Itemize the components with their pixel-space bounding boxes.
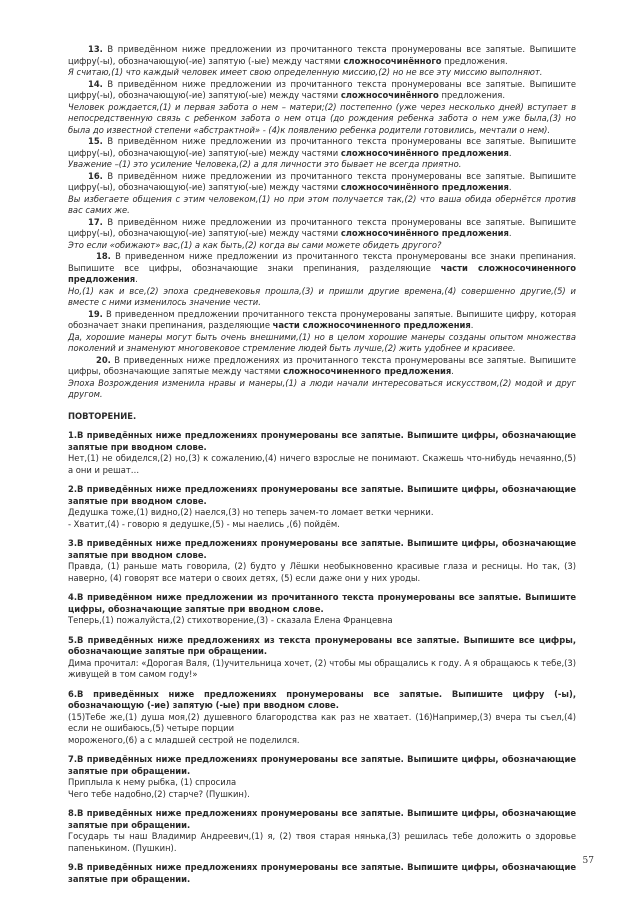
exercise-line: Дима прочитал: «Дорогая Валя, (1)учительница хочет, (2) чтобы мы обращались к году. А я обращаюсь к тебе,(3) живущей в том самом году!» bbox=[68, 657, 576, 679]
exercise-question: 9.В приведённых ниже предложениях пронумерованы все запятые. Выпишите цифры, обозначающие запятые при обращении. bbox=[68, 862, 576, 884]
exercise-question: 6.В приведённых ниже предложениях пронумерованы все запятые. Выпишите цифру (-ы), обозначающую (-ие) запятую (-ые) при вводном слове. bbox=[68, 688, 576, 710]
task-instruction: 13. В приведённом ниже предложении из прочитанного текста пронумерованы все запятые. Выпишите цифру(-ы), обозначающую(-ие) запятую (-ые) между частями сложносочинённого предложения. bbox=[68, 44, 576, 66]
exercise-line: мороженого,(6) а с младшей сестрой не поделился. bbox=[68, 734, 300, 745]
task-number: 15. bbox=[88, 136, 103, 146]
exercise-line: Теперь,(1) пожалуйста,(2) стихотворение,(3) - сказала Елена Францевна bbox=[68, 615, 393, 625]
task-20 bbox=[68, 355, 576, 401]
exercise-9 bbox=[68, 862, 576, 885]
task-18 bbox=[68, 251, 576, 309]
exercise-line: Чего тебе надобно,(2) старче? (Пушкин). bbox=[68, 788, 250, 799]
task-15 bbox=[68, 136, 576, 171]
task-instruction: 20. В приведенных ниже предложениях из прочитанного текста пронумерованы все запятые. Выпишите цифры, обозначающие запятые между частями сложносочиненного предложения. bbox=[68, 354, 576, 376]
exercise-8 bbox=[68, 808, 576, 854]
task-instruction: 16. В приведённом ниже предложении из прочитанного текста пронумерованы все запятые. Выпишите цифру(-ы), обозначающую(-ие) запятую(-ые) между частями сложносочинённого предложения. bbox=[68, 170, 576, 192]
exercise-5 bbox=[68, 635, 576, 681]
task-instruction: 19. В приведенном предложении прочитанного текста пронумерованы запятые. Выпишите цифру, которая обозначает знаки препинания, разделяющие части сложносочиненного предложения. bbox=[68, 308, 576, 330]
task-sentence: Я считаю,(1) что каждый человек имеет свою определенную миссию,(2) но не все эту миссию выполняют. bbox=[68, 67, 543, 77]
task-sentence: Человек рождается,(1) и первая забота о нем – матери;(2) постепенно (уже через несколько дней) вступает в непосредственную связь с ребенком забота о нем отца (до рождения ребенка забота о нем уже была,(3) но была до известной степени «абстрактной» - (4)к появлению ребенка родители готовились, мечтали о нем). bbox=[68, 101, 576, 135]
task-number: 16. bbox=[88, 170, 103, 181]
task-13 bbox=[68, 44, 576, 79]
task-16 bbox=[68, 171, 576, 217]
exercise-1 bbox=[68, 430, 576, 476]
exercise-3 bbox=[68, 538, 576, 584]
exercise-6 bbox=[68, 689, 576, 747]
exercise-7 bbox=[68, 754, 576, 800]
task-19 bbox=[68, 309, 576, 355]
task-instruction: 17. В приведённом ниже предложении из прочитанного текста пронумерованы все запятые. Выпишите цифру(-ы), обозначающую(-ие) запятую(-ые) между частями сложносочинённого предложения. bbox=[68, 216, 576, 238]
exercise-line: Приплыла к нему рыбка, (1) спросила bbox=[68, 777, 237, 787]
exercise-line: Государь ты наш Владимир Андреевич,(1) я, (2) твоя старая нянька,(3) решилась тебе доложить о здоровье папенькином. (Пушкин). bbox=[68, 831, 576, 853]
task-number: 14. bbox=[88, 78, 103, 89]
task-number: 18. bbox=[96, 251, 111, 261]
task-instruction: 14. В приведённом ниже предложении из прочитанного текста пронумерованы все запятые. Выпишите цифру(-ы), обозначающую(-ие) запятую(-ые) между частями сложносочинённого предложения. bbox=[68, 78, 576, 100]
task-number: 19. bbox=[88, 308, 103, 319]
task-instruction: 18. В приведенном ниже предложении из прочитанного текста пронумерованы все знаки препинания. Выпишите все цифры, обозначающие знаки препинания, разделяющие части сложносочиненного предложения. bbox=[68, 251, 576, 284]
task-number: 13. bbox=[88, 44, 103, 54]
task-sentence: Это если «обижают» вас,(1) а как быть,(2) когда вы сами можете обидеть другого? bbox=[68, 239, 442, 250]
exercise-2 bbox=[68, 484, 576, 530]
review-heading: ПОВТОРЕНИЕ. bbox=[68, 410, 137, 421]
exercise-question: 5.В приведённых ниже предложениях из текста пронумерованы все запятые. Выпишите все цифры, обозначающие запятые при обращении. bbox=[68, 634, 576, 656]
exercise-question: 2.В приведённых ниже предложениях пронумерованы все запятые. Выпишите цифры, обозначающие запятые при вводном слове. bbox=[68, 484, 576, 506]
task-instruction: 15. В приведённом ниже предложении из прочитанного текста пронумерованы все запятые. Выпишите цифру(-ы), обозначающую(-ие) запятую(-ые) между частями сложносочинённого предложения. bbox=[68, 136, 576, 158]
task-17 bbox=[68, 217, 576, 252]
task-number: 20. bbox=[96, 354, 111, 365]
exercise-question: 4.В приведённом ниже предложении из прочитанного текста пронумерованы все запятые. Выпишите цифры, обозначающие запятые при вводном слове. bbox=[68, 592, 576, 614]
task-sentence: Уважение –(1) это усиление Человека,(2) а для личности это бывает не всегда приятно. bbox=[68, 159, 462, 169]
exercise-line: (15)Тебе же,(1) душа моя,(2) душевного благородства как раз не хватает. (16)Например,(3) вчера ты съел,(4) если не ошибаюсь,(5) четыре порции bbox=[68, 711, 576, 733]
exercise-question: 8.В приведённых ниже предложениях пронумерованы все запятые. Выпишите цифры, обозначающие запятые при обращении. bbox=[68, 808, 576, 830]
page-number: 57 bbox=[582, 856, 594, 866]
exercise-question: 3.В приведённых ниже предложениях пронумерованы все запятые. Выпишите цифры, обозначающие запятые при вводном слове. bbox=[68, 538, 576, 560]
exercise-line: - Хватит,(4) - говорю я дедушке,(5) - мы наелись ,(6) пойдём. bbox=[68, 518, 340, 529]
exercise-question: 1.В приведённых ниже предложениях пронумерованы все запятые. Выпишите цифры, обозначающие запятые при вводном слове. bbox=[68, 430, 576, 452]
task-sentence: Эпоха Возрождения изменила нравы и манеры,(1) а люди начали интересоваться искусством,(2) модой и друг другом. bbox=[68, 377, 576, 399]
exercise-line: Нет,(1) не обиделся,(2) но,(3) к сожалению,(4) ничего взрослые не понимают. Скажешь что-нибудь нечаянно,(5) а они и решат… bbox=[68, 453, 576, 475]
exercise-question: 7.В приведённых ниже предложениях пронумерованы все запятые. Выпишите цифры, обозначающие запятые при обращении. bbox=[68, 754, 576, 776]
exercise-line: Дедушка тоже,(1) видно,(2) наелся,(3) но теперь зачем-то ломает ветки черники. bbox=[68, 507, 434, 517]
document-page bbox=[68, 44, 576, 885]
task-number: 17. bbox=[88, 216, 103, 227]
task-sentence: Вы избегаете общения с этим человеком,(1) но при этом получается так,(2) что ваша обида обернётся против вас самих же. bbox=[68, 193, 576, 215]
task-sentence: Но,(1) как и все,(2) эпоха средневековья прошла,(3) и пришли другие времена,(4) совершенно другие,(5) и вместе с ними изменилось значение чести. bbox=[68, 285, 576, 307]
exercise-4 bbox=[68, 592, 576, 627]
task-sentence: Да, хорошие манеры могут быть очень внешними,(1) но в целом хорошие манеры созданы опытом множества поколений и знаменуют многовековое стремление людей быть лучше,(2) жить удобнее и красивее. bbox=[68, 331, 576, 353]
exercise-line: Правда, (1) раньше мать говорила, (2) будто у Лёшки необыкновенно красивые глаза и ресницы. Но так, (3) наверно, (4) говорят все матери о своих детях, (5) если даже они у них уроды. bbox=[68, 561, 576, 583]
task-14 bbox=[68, 79, 576, 137]
